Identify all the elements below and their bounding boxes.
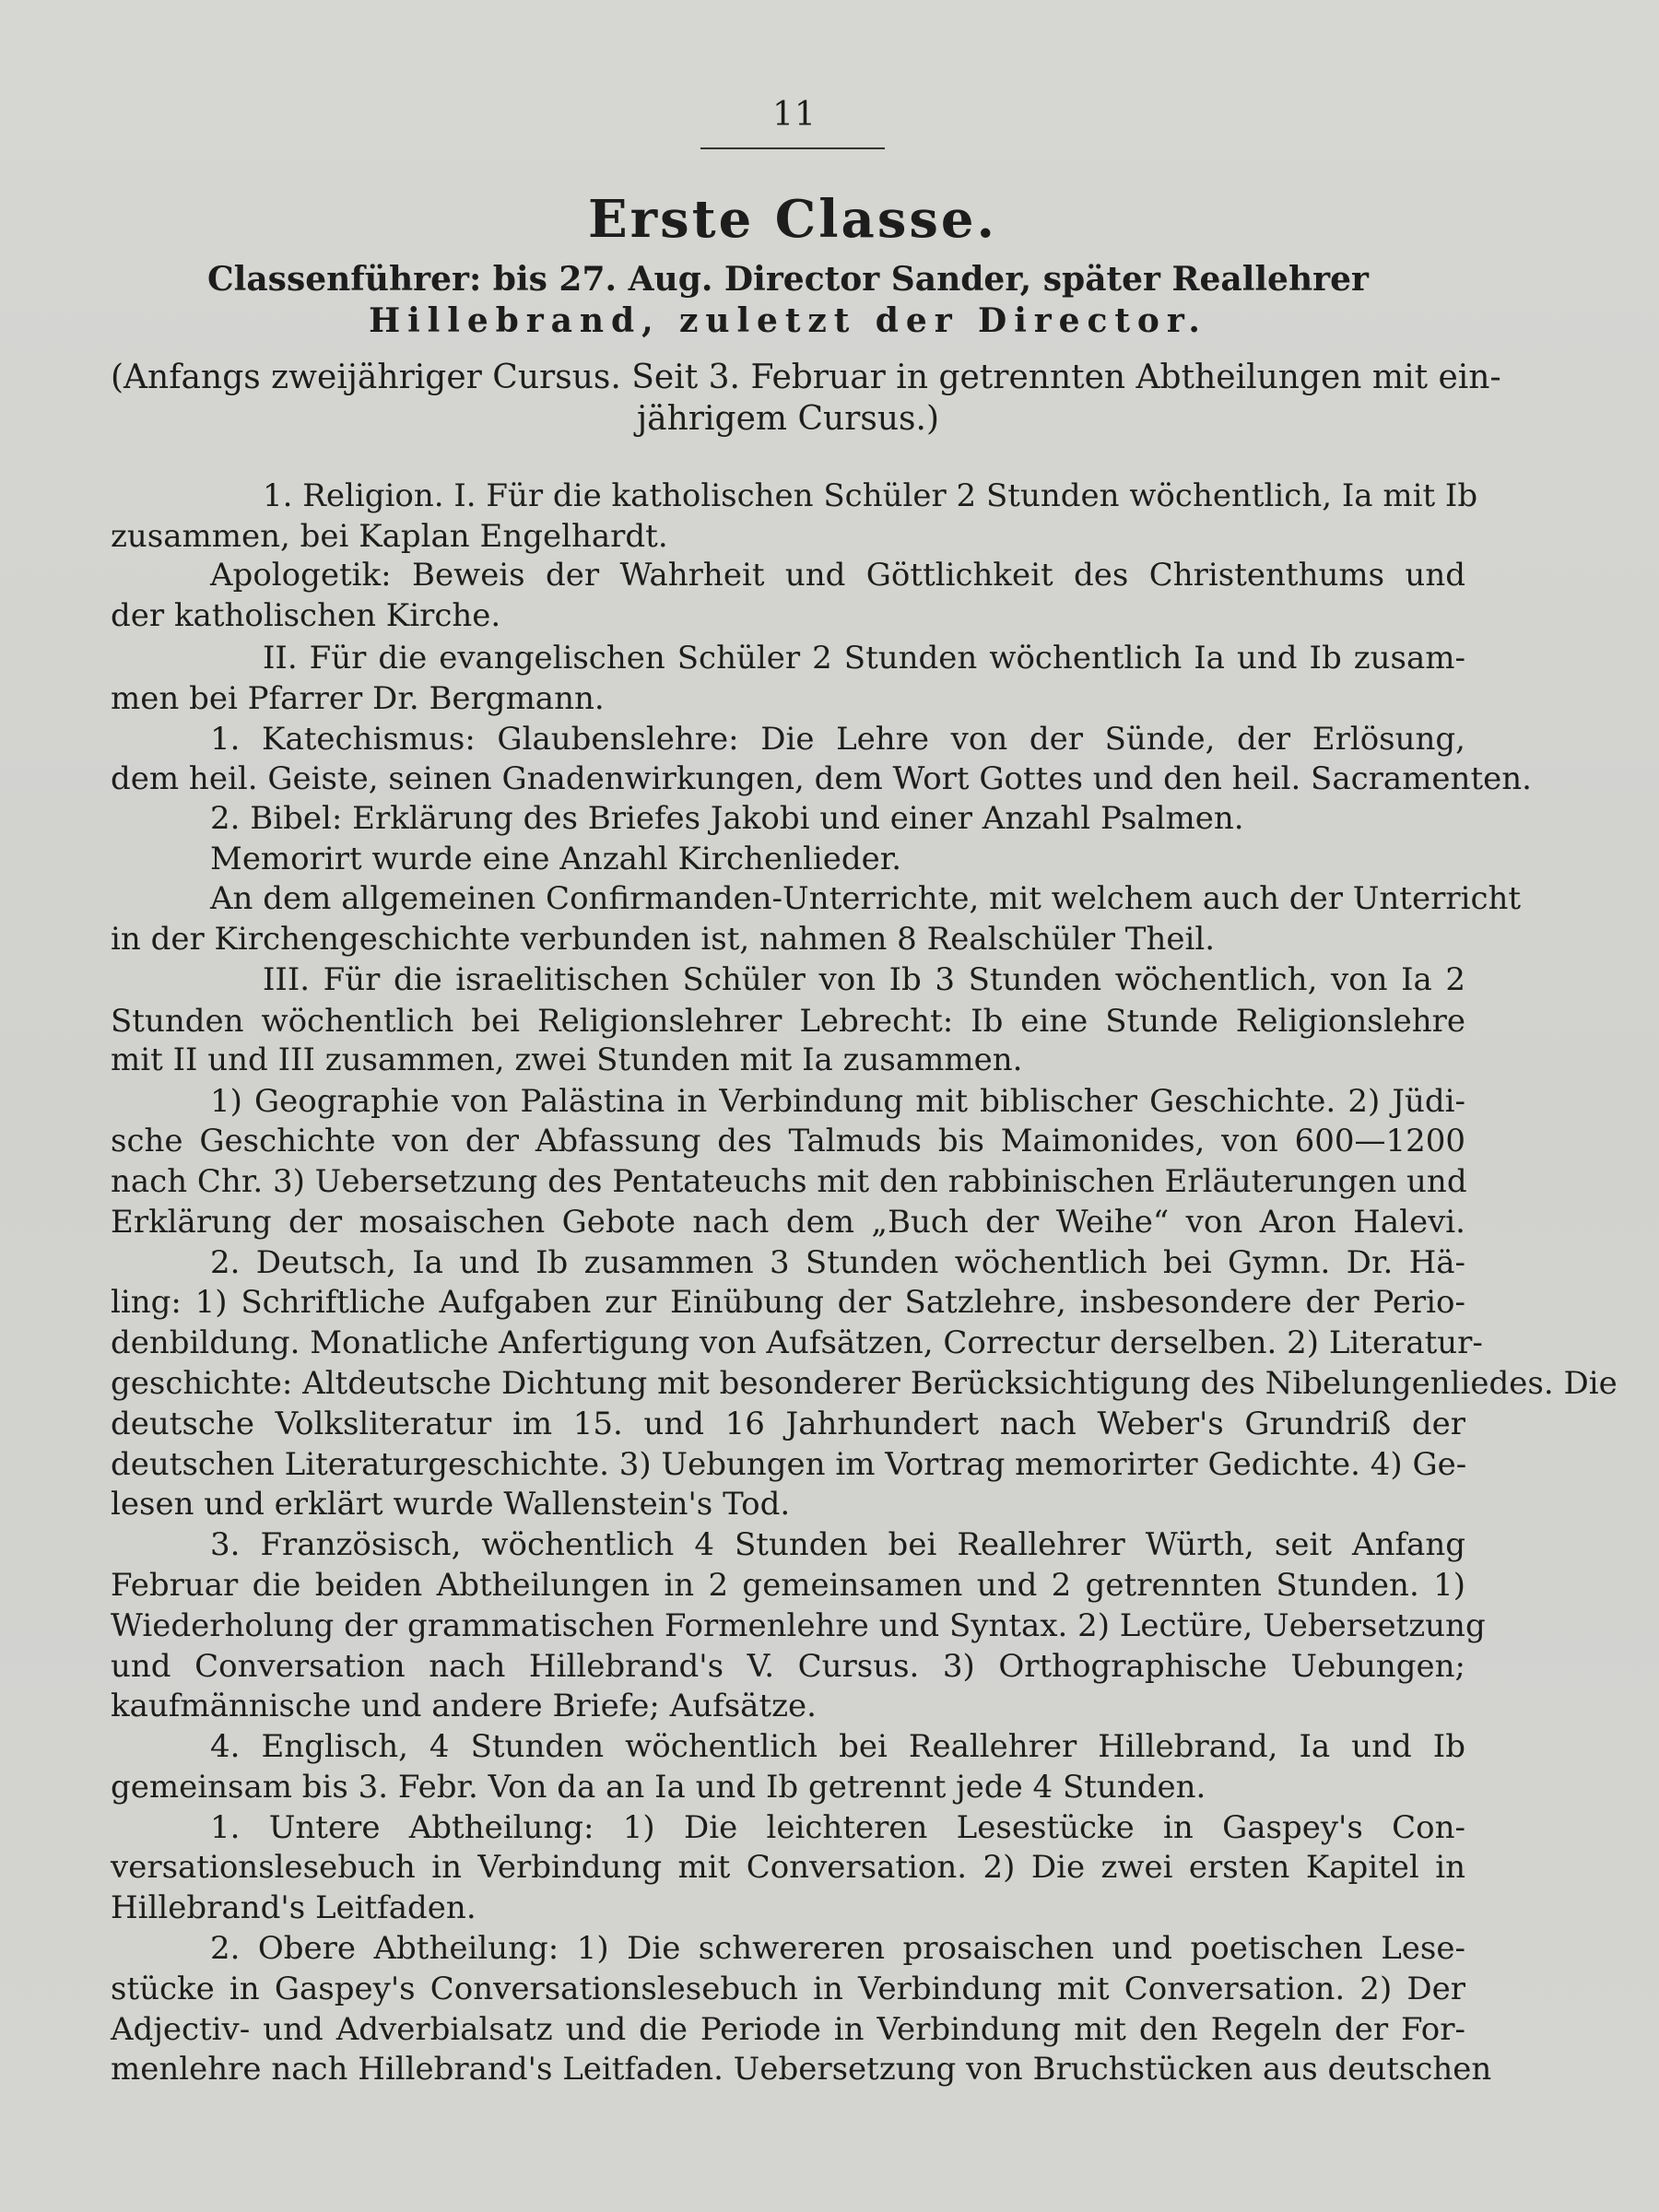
text-line: Stunden wöchentlich bei Religionslehrer Lebrecht: Ib eine Stunde Religionslehre [111, 1003, 1465, 1040]
text-line: kaufmännische und andere Briefe; Aufsätze. [111, 1688, 817, 1724]
text-line: der katholischen Kirche. [111, 597, 501, 634]
text-line: 1. Katechismus: Glaubenslehre: Die Lehre von der Sünde, der Erlösung, [210, 721, 1465, 758]
text-line: 4. Englisch, 4 Stunden wöchentlich bei Reallehrer Hillebrand, Ia und Ib [210, 1728, 1465, 1765]
text-line: Februar die beiden Abtheilungen in 2 gemeinsamen und 2 getrennten Stunden. 1) [111, 1567, 1465, 1604]
page-number: 11 [772, 96, 817, 134]
text-line: zusammen, bei Kaplan Engelhardt. [111, 518, 668, 555]
text-line: geschichte: Altdeutsche Dichtung mit besonderer Berücksichtigung des Nibelungenliedes. Die [111, 1365, 1618, 1402]
text-line: 1. Untere Abtheilung: 1) Die leichteren Lesestücke in Gaspey's Con- [210, 1809, 1465, 1846]
course-note-line-2: jährigem Cursus.) [636, 400, 940, 438]
text-line: lesen und erklärt wurde Wallenstein's Tod. [111, 1486, 791, 1523]
text-line: 2. Obere Abtheilung: 1) Die schwereren prosaischen und poetischen Lese- [210, 1930, 1465, 1967]
class-leader-line-1: Classenführer: bis 27. Aug. Director Sander, später Reallehrer [207, 260, 1369, 299]
text-line: nach Chr. 3) Uebersetzung des Pentateuchs mit den rabbinischen Erläuterungen und [111, 1163, 1467, 1200]
text-line: sche Geschichte von der Abfassung des Talmuds bis Maimonides, von 600—1200 [111, 1123, 1465, 1159]
text-line: deutschen Literaturgeschichte. 3) Uebungen im Vortrag memorirter Gedichte. 4) Ge- [111, 1446, 1467, 1483]
text-line: Memorirt wurde eine Anzahl Kirchenlieder. [210, 841, 902, 877]
text-line: Apologetik: Beweis der Wahrheit und Göttlichkeit des Christenthums und [210, 557, 1465, 594]
text-line: deutsche Volksliteratur im 15. und 16 Jahrhundert nach Weber's Grundriß der [111, 1406, 1465, 1442]
page-title: Erste Classe. [587, 189, 997, 250]
text-line: menlehre nach Hillebrand's Leitfaden. Uebersetzung von Bruchstücken aus deutschen [111, 2051, 1492, 2088]
text-line: 2. Bibel: Erklärung des Briefes Jakobi und einer Anzahl Psalmen. [210, 800, 1244, 837]
text-line: Erklärung der mosaischen Gebote nach dem „Buch der Weihe“ von Aron Halevi. [111, 1204, 1465, 1241]
text-line: 1. Religion. I. Für die katholischen Schüler 2 Stunden wöchentlich, Ia mit Ib [263, 477, 1478, 514]
course-note-line-1: (Anfangs zweijähriger Cursus. Seit 3. Februar in getrennten Abtheilungen mit ein- [111, 359, 1501, 396]
text-line: dem heil. Geiste, seinen Gnadenwirkungen, dem Wort Gottes und den heil. Sacramenten. [111, 760, 1532, 797]
text-line: 2. Deutsch, Ia und Ib zusammen 3 Stunden wöchentlich bei Gymn. Dr. Hä- [210, 1244, 1465, 1281]
header-rule [700, 147, 885, 149]
text-line: mit II und III zusammen, zwei Stunden mit Ia zusammen. [111, 1041, 1023, 1078]
text-line: 3. Französisch, wöchentlich 4 Stunden bei Reallehrer Würth, seit Anfang [210, 1526, 1465, 1563]
text-line: III. Für die israelitischen Schüler von Ib 3 Stunden wöchentlich, von Ia 2 [263, 961, 1465, 998]
text-line: stücke in Gaspey's Conversationslesebuch in Verbindung mit Conversation. 2) Der [111, 1971, 1465, 2007]
text-line: An dem allgemeinen Confirmanden-Unterrichte, mit welchem auch der Unterricht [210, 880, 1522, 917]
text-line: und Conversation nach Hillebrand's V. Cursus. 3) Orthographische Uebungen; [111, 1648, 1465, 1685]
text-line: Wiederholung der grammatischen Formenlehre und Syntax. 2) Lectüre, Uebersetzung [111, 1607, 1486, 1644]
text-line: gemeinsam bis 3. Febr. Von da an Ia und Ib getrennt jede 4 Stunden. [111, 1769, 1206, 1806]
text-line: ling: 1) Schriftliche Aufgaben zur Einübung der Satzlehre, insbesondere der Perio- [111, 1284, 1465, 1321]
text-line: denbildung. Monatliche Anfertigung von Aufsätzen, Correctur derselben. 2) Literatur- [111, 1324, 1483, 1361]
text-line: 1) Geographie von Palästina in Verbindung mit biblischer Geschichte. 2) Jüdi- [210, 1083, 1465, 1120]
text-line: Hillebrand's Leitfaden. [111, 1889, 477, 1926]
text-line: men bei Pfarrer Dr. Bergmann. [111, 680, 605, 717]
text-line: II. Für die evangelischen Schüler 2 Stunden wöchentlich Ia und Ib zusam- [263, 640, 1465, 677]
text-line: versationslesebuch in Verbindung mit Conversation. 2) Die zwei ersten Kapitel in [111, 1849, 1465, 1886]
text-line: Adjectiv- und Adverbialsatz und die Periode in Verbindung mit den Regeln der For- [111, 2011, 1465, 2048]
text-line: in der Kirchengeschichte verbunden ist, nahmen 8 Realschüler Theil. [111, 921, 1216, 958]
class-leader-line-2: Hillebrand, zuletzt der Director. [369, 301, 1207, 340]
